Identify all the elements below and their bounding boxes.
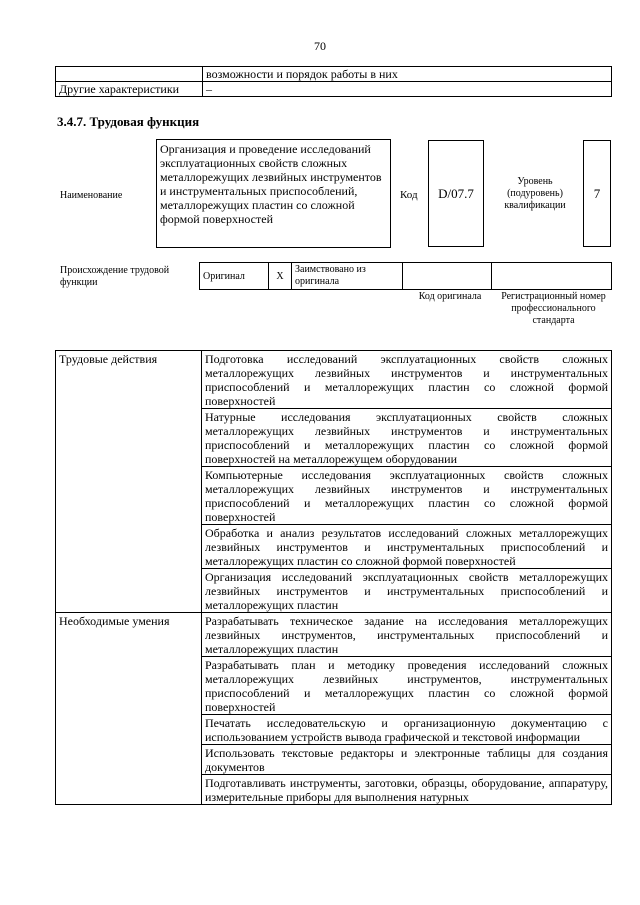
name-label: Наименование — [60, 190, 123, 201]
characteristics-table — [55, 66, 612, 97]
reg-number-label: Регистрационный номер профессионального стандарта — [501, 291, 606, 326]
table-row — [56, 82, 612, 97]
borrowed-label: Заимствовано из оригинала — [292, 263, 403, 290]
original-label: Оригинал — [200, 263, 269, 290]
origin-table — [199, 262, 612, 290]
table-row — [56, 351, 612, 409]
table-cell: Подготовка исследований эксплуатационных свойств сложных металлорежущих лезвийных инструментов и инструментальных приспособлений и металлорежущих пластин со сложной формой поверхностей — [202, 351, 612, 409]
table-cell-label: Другие характеристики — [56, 82, 203, 97]
main-table — [55, 350, 612, 805]
table-cell: Использовать текстовые редакторы и электронные таблицы для создания документов — [202, 745, 612, 775]
level-box: 7 — [583, 140, 611, 247]
table-cell: Натурные исследования эксплуатационных свойств сложных металлорежущих лезвийных инструментов и инструментальных приспособлений и металлорежущих пластин со сложной формой поверхностей на металлорежущем оборудовании — [202, 409, 612, 467]
table-cell: Разрабатывать план и методику проведения исследований сложных металлорежущих лезвийных инструментов, инструментальных приспособлений и металлорежущих пластин со сложной формой поверхностей — [202, 657, 612, 715]
table-cell-empty — [56, 67, 203, 82]
table-cell: возможности и порядок работы в них — [203, 67, 612, 82]
table-cell: Подготавливать инструменты, заготовки, образцы, оборудование, аппаратуру, измерительные приборы для выполнения натурных — [202, 775, 612, 805]
labor-actions-label: Трудовые действия — [56, 351, 202, 613]
original-mark: X — [269, 263, 292, 290]
table-row — [56, 67, 612, 82]
code-original-label: Код оригинала — [418, 291, 482, 302]
table-row — [200, 263, 612, 290]
origin-label: Происхождение трудовой функции — [60, 265, 170, 288]
original-code-cell — [403, 263, 492, 290]
level-label: Уровень (подуровень) квалификации — [504, 176, 566, 211]
function-code-box: D/07.7 — [428, 140, 484, 247]
table-cell: Компьютерные исследования эксплуатационных свойств сложных металлорежущих лезвийных инструментов и инструментальных приспособлений и металлорежущих пластин со сложной формой поверхностей — [202, 467, 612, 525]
table-row — [56, 613, 612, 657]
table-cell: – — [203, 82, 612, 97]
table-cell: Организация исследований эксплуатационных свойств металлорежущих лезвийных инструментов и инструментальных приспособлений и металлорежущих пластин — [202, 569, 612, 613]
function-name-box: Организация и проведение исследований эксплуатационных свойств сложных металлорежущих лезвийных инструментов и инструментальных приспособлений, металлорежущих пластин со сложной формой поверхностей — [156, 139, 391, 248]
code-label: Код — [400, 189, 418, 201]
section-title: 3.4.7. Трудовая функция — [57, 114, 200, 129]
reg-number-cell — [492, 263, 612, 290]
table-cell: Обработка и анализ результатов исследований сложных металлорежущих лезвийных инструментов и инструментальных приспособлений и металлорежущих пластин со сложной формой поверхностей — [202, 525, 612, 569]
required-skills-label: Необходимые умения — [56, 613, 202, 805]
page-number: 70 — [314, 39, 326, 53]
table-cell: Печатать исследовательскую и организационную документацию с использованием устройств вывода графической и текстовой информации — [202, 715, 612, 745]
table-cell: Разрабатывать техническое задание на исследования металлорежущих лезвийных инструментов, инструментальных приспособлений и металлорежущих пластин — [202, 613, 612, 657]
